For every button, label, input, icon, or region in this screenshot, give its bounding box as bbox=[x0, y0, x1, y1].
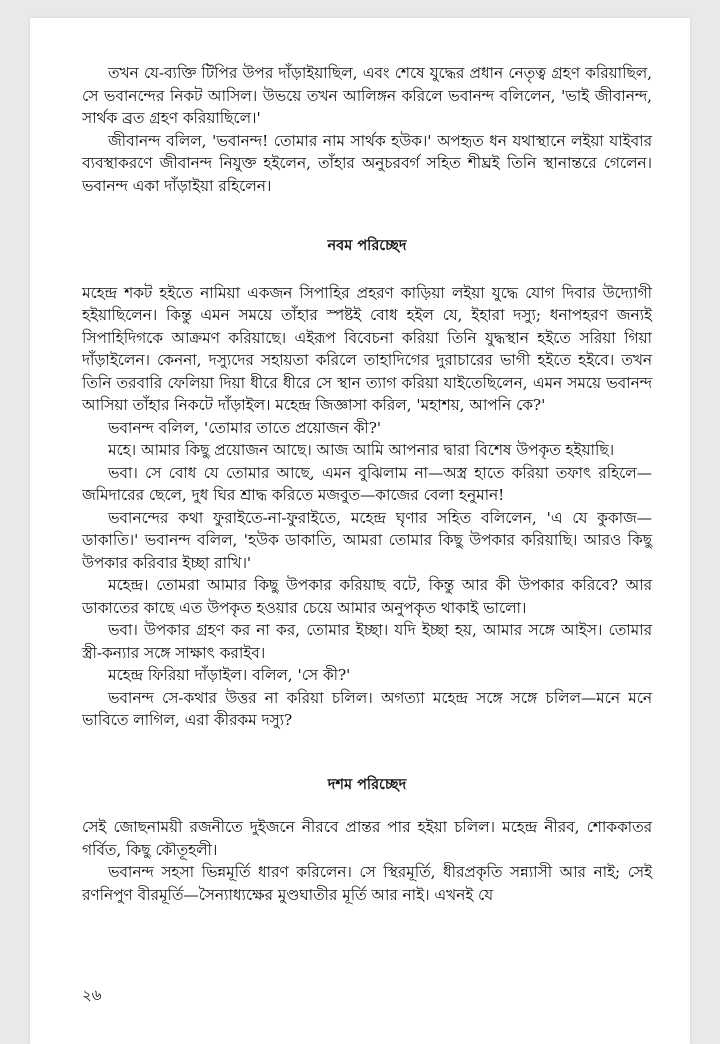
chapter-10-body bbox=[82, 816, 652, 906]
paragraph: ভবানন্দ সহসা ভিন্নমূর্তি ধারণ করিলেন। সে স্থিরমূর্তি, ধীরপ্রকৃতি সন্ন্যাসী আর নাই; সেই রণনিপুণ বীরমূর্তি—সৈন্যাধ্যক্ষের মুণ্ডঘাতীর মূর্তি আর নাই। এখনই যে bbox=[82, 863, 652, 904]
paragraph: সেই জোছনাময়ী রজনীতে দুইজনে নীরবে প্রান্তর পার হইয়া চলিল। মহেন্দ্র নীরব, শোককাতর গর্বিত, কিছু কৌতূহলী। bbox=[82, 818, 652, 859]
paragraph: মহেন্দ্র ফিরিয়া দাঁড়াইল। বলিল, 'সে কী?' bbox=[108, 666, 351, 684]
paragraph: ভবা। সে বোধ যে তোমার আছে, এমন বুঝিলাম না—অস্ত্র হাতে করিয়া তফাৎ রহিলে—জমিদারের ছেলে, দুধ ঘির শ্রাদ্ধ করিতে মজবুত—কাজের বেলা হনুমান! bbox=[82, 463, 652, 504]
chapter-10-heading: দশম পরিচ্ছেদ bbox=[327, 775, 407, 793]
page-number: ২৬ bbox=[82, 986, 102, 1004]
paragraph: ভবানন্দ বলিল, 'তোমার তাতে প্রয়োজন কী?' bbox=[108, 418, 382, 437]
paragraph: মহেন্দ্র শকট হইতে নামিয়া একজন সিপাহির প্রহরণ কাড়িয়া লইয়া যুদ্ধে যোগ দিবার উদ্যোগী হইয়াছিলেন। কিন্তু এমন সময়ে তাঁহার স্পষ্টই বোধ হইল যে, ইহারা দস্যু; ধনাপহরণ জন্যই সিপাহিদিগকে আক্রমণ করিয়াছে। এইরূপ বিবেচনা করিয়া তিনি যুদ্ধস্থান হইতে সরিয়া গিয়া দাঁড়াইলেন। কেননা, দস্যুদের সহায়তা করিলে তাহাদিগের দুরাচারের ভাগী হইতে হইবে। তখন তিনি তরবারি ফেলিয়া দিয়া ধীরে ধীরে সে স্থান ত্যাগ করিয়া যাইতেছিলেন, এমন সময়ে ভবানন্দ আসিয়া তাঁহার নিকটে দাঁড়াইল। মহেন্দ্র জিজ্ঞাসা করিল, 'মহাশয়, আপনি কে?' bbox=[82, 283, 652, 414]
paragraph: জীবানন্দ বলিল, 'ভবানন্দ! তোমার নাম সার্থক হউক।' অপহৃত ধন যথাস্থানে লইয়া যাইবার ব্যবস্থাকরণে জীবানন্দ নিযুক্ত হইলেন, তাঁহার অনুচরবর্গ সহিত শীঘ্রই তিনি স্থানান্তরে গেলেন। ভবানন্দ একা দাঁড়াইয়া রহিলেন। bbox=[82, 131, 652, 195]
paragraph: তখন যে-ব্যক্তি টিপির উপর দাঁড়াইয়াছিল, এবং শেষে যুদ্ধের প্রধান নেতৃত্ব গ্রহণ করিয়াছিল, সে ভবানন্দের নিকট আসিল। উভয়ে তখন আলিঙ্গন করিলে ভবানন্দ বলিলেন, 'ভাই জীবানন্দ, সার্থক ব্রত গ্রহণ করিয়াছিলে।' bbox=[82, 64, 652, 127]
chapter-9-heading: নবম পরিচ্ছেদ bbox=[327, 237, 407, 254]
paragraph: ভবানন্দ সে-কথার উত্তর না করিয়া চলিল। অগত্যা মহেন্দ্র সঙ্গে সঙ্গে চলিল—মনে মনে ভাবিতে লাগিল, এরা কীরকম দস্যু? bbox=[82, 688, 652, 729]
paragraph: মহেন্দ্র। তোমরা আমার কিছু উপকার করিয়াছ বটে, কিন্তু আর কী উপকার করিবে? আর ডাকাতের কাছে এত উপকৃত হওয়ার চেয়ে আমার অনুপকৃত থাকাই ভালো। bbox=[82, 576, 652, 617]
page-content bbox=[82, 62, 652, 906]
book-page bbox=[30, 18, 690, 1044]
paragraph: ভবা। উপকার গ্রহণ কর না কর, তোমার ইচ্ছা। যদি ইচ্ছা হয়, আমার সঙ্গে আইস। তোমার স্ত্রী-কন্যার সঙ্গে সাক্ষাৎ করাইব। bbox=[82, 621, 652, 662]
paragraph: মহে। আমার কিছু প্রয়োজন আছে। আজ আমি আপনার দ্বারা বিশেষ উপকৃত হইয়াছি। bbox=[108, 441, 615, 459]
paragraph: ভবানন্দের কথা ফুরাইতে-না-ফুরাইতে, মহেন্দ্র ঘৃণার সহিত বলিলেন, 'এ যে কুকাজ—ডাকাতি।' ভবানন্দ বলিল, 'হউক ডাকাতি, আমরা তোমার কিছু উপকার করিয়াছি। আরও কিছু উপকার করিবার ইচ্ছা রাখি।' bbox=[82, 508, 652, 572]
chapter-9-body bbox=[82, 282, 652, 732]
section-continuation bbox=[82, 62, 652, 197]
